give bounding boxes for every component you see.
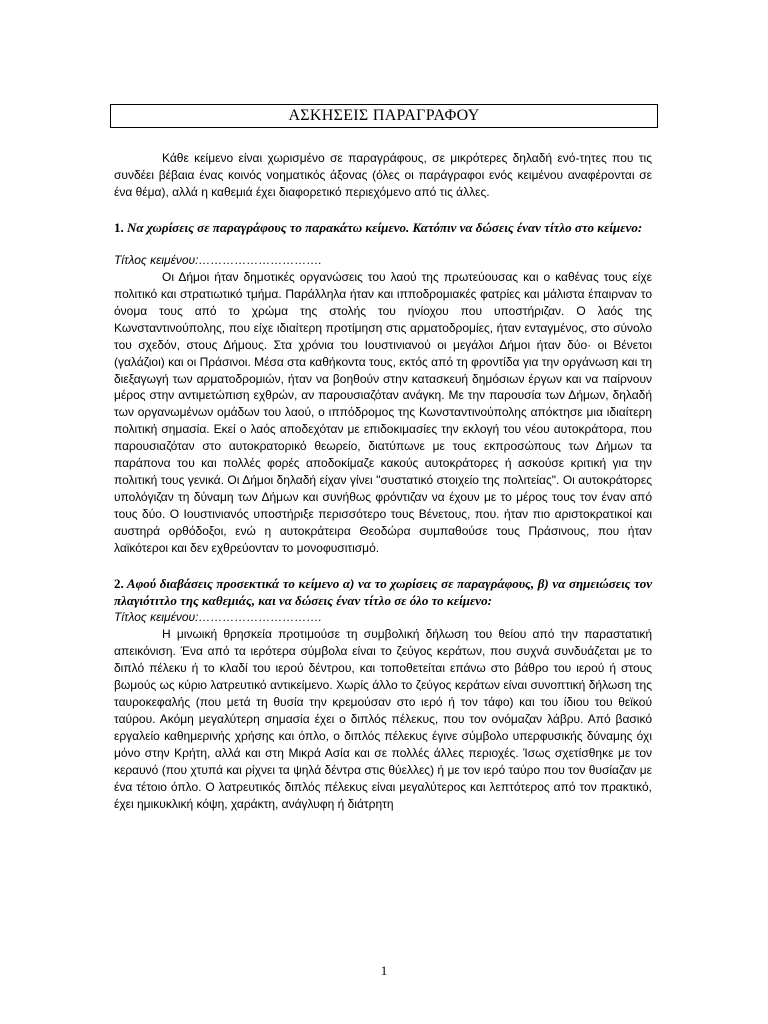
intro-paragraph: Κάθε κείμενο είναι χωρισμένο σε παραγράφους, σε μικρότερες δηλαδή ενό-τητες που τις συνδέει βέβαια ένας κοινός νοηματικός άξονας (όλες οι παράγραφοι ενός κειμένου αναφέρονται σε ένα θέμα), αλλά η καθεμιά έχει διαφορετικό περιεχόμενο από τις άλλες. xyxy=(114,151,652,199)
exercise-2-title-label: Τίτλος κειμένου:…………………………. xyxy=(114,610,322,625)
exercise-1-heading xyxy=(114,219,652,236)
exercise-2-heading xyxy=(114,575,652,609)
page-title: ΑΣΚΗΣΕΙΣ ΠΑΡΑΓΡΑΦΟΥ xyxy=(110,104,658,128)
exercise-1-title-label: Τίτλος κειμένου:…………………………. xyxy=(114,252,322,267)
exercise-1-text: Οι Δήμοι ήταν δημοτικές οργανώσεις του λαού της πρωτεύουσας και ο καθένας τους είχε πολιτικό και στρατιωτικό τμήμα. Παράλληλα ήταν και ιπποδρομιακές φατρίες και μάλιστα έπαιρναν το όνομα τους από το χρώμα της στολής του ηνίοχου που υποστήριζαν. Ο λαός της Κωνσταντινούπολης, που είχε ιδιαίτερη προτίμηση στις αρματοδρομίες, ήταν ενταγμένος, στο σύνολο του σχεδόν, στους Δήμους. Στα χρόνια του Ιουστινιανού οι μεγάλοι Δήμοι ήταν δύο· οι Βένετοι (γαλάζιοι) και οι Πράσινοι. Μέσα στα καθήκοντα τους, εκτός από τη φροντίδα για την οργάνωση και τη διεξαγωγή των αρματοδρομιών, ήταν να βοηθούν στην κατασκευή δημόσιων έργων και να παίρνουν μέρος στην αντιμετώπιση εχθρών, αν παρουσιαζόταν ανάγκη. Με την παρουσία των Δήμων, δηλαδή των οργανωμένων ομάδων του λαού, ο ιππόδρομος της Κωνσταντινούπολης απόκτησε μια ιδιαίτερη πολιτική σημασία. Εκεί ο λαός αποδεχόταν με επιδοκιμασίες την εκλογή του νέου αυτοκράτορα, που παρουσιαζόταν στο αυτοκρατορικό θεωρείο, διατύπωνε με τους εκπροσώπους των Δήμων τα παράπονα του και πολλές φορές αποδοκίμαζε κακούς αυτοκράτορες ή ασκούσε κριτική για την πολιτική τους γενικά. Οι Δήμοι δηλαδή είχαν γίνει "συστατικό στοιχείο της πολιτείας". Οι αυτοκράτορες υπολόγιζαν τη δύναμη των Δήμων και συνήθως φρόντιζαν να έχουν με το μέρος τους τον έναν από τους δύο. Ο Ιουστινιανός υποστήριξε περισσότερο τους Βένετους, που. ήταν πιο αριστοκρατικοί και αυστηρά ορθόδοξοι, ενώ η αυτοκράτειρα Θεοδώρα συμπαθούσε τους Πράσινους, που ήταν λαϊκότεροι και δεν εχθρεύονταν το μονοφυσιτισμό. xyxy=(114,269,652,556)
exercise-2-text: Η μινωική θρησκεία προτιμούσε τη συμβολική δήλωση του θείου από την παραστατική απεικόνιση. Ένα από τα ιερότερα σύμβολα είναι το ζεύγος κεράτων, που συχνά συνδυάζεται με το διπλό πέλεκυ ή το κλαδί του ιερού δέντρου, και τοποθετείται επάνω στο βάθρο του ιερού ή στους βωμούς ως κύριο λατρευτικό αντικείμενο. Χωρίς άλλο το ζεύγος κεράτων είναι συνοπτική δήλωση της ταυροκεφαλής (που μετά τη θυσία την κρεμούσαν στο ιερό ή τον τάφο) και του ίδιου του θεϊκού ταύρου. Ακόμη μεγαλύτερη σημασία έχει ο διπλός πέλεκυς, που τον ονόμαζαν λάβρυ. Από βασικό εργαλείο καθημερινής χρήσης και όπλο, ο διπλός πέλεκυς έγινε σύμβολο υπερφυσικής δύναμης όχι μόνο στην Κρήτη, αλλά και στη Μικρά Ασία και σε πολλές άλλες περιοχές. Ίσως σχετίσθηκε με τον κεραυνό (που χτυπά και ρίχνει τα ψηλά δέντρα στις θύελλες) ή με τον ιερό ταύρο που τον θυσίαζαν με ένα τέτοιο όπλο. Ο λατρευτικός διπλός πέλεκυς είναι μεγαλύτερος και λεπτότερος από τον πρακτικό, έχει ημικυκλική κόψη, χαράκτη, ανάγλυφη ή διάτρητη xyxy=(114,626,652,811)
page-number: 1 xyxy=(380,963,388,978)
document-body xyxy=(114,150,652,812)
exercise-2-instruction: Αφού διαβάσεις προσεκτικά το κείμενο α) να το χωρίσεις σε παραγράφους, β) να σημειώσεις τον πλαγιότιτλο της καθεμιάς, και να δώσεις έναν τίτλο σε όλο το κείμενο: xyxy=(114,576,652,609)
exercise-1-number: 1. xyxy=(114,219,124,235)
exercise-2-number: 2. xyxy=(114,576,124,592)
exercise-1-instruction: Να χωρίσεις σε παραγράφους το παρακάτω κείμενο. Κατόπιν να δώσεις έναν τίτλο στο κείμενο: xyxy=(127,219,643,235)
